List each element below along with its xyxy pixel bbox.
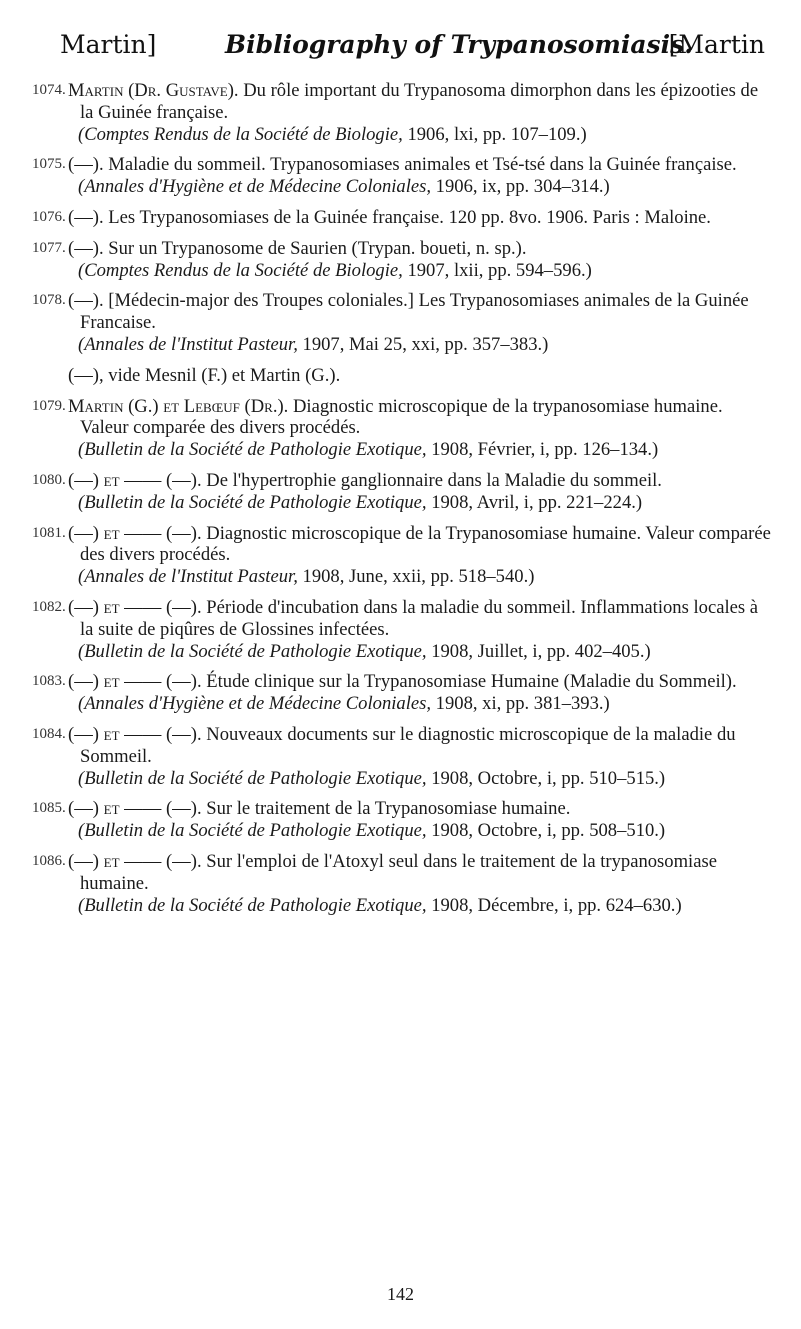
entry-reference: 1908, Octobre, i, pp. 508–510.) <box>431 820 666 842</box>
entry-number: 1083. <box>32 673 66 690</box>
entry-citation <box>68 693 772 715</box>
entry-author: (—). <box>68 206 104 228</box>
entry-title: Diagnostic microscopique de la Trypanosomiase humaine. Valeur comparée des divers procédés. <box>80 522 771 566</box>
entry-citation <box>68 641 772 663</box>
entry-journal: (Bulletin de la Société de Pathologie Exotique, <box>78 491 427 513</box>
entry-author: (—) et —— (—). <box>68 723 202 745</box>
entry-author: (—), <box>68 364 104 386</box>
entry-reference: 1908, Avril, i, pp. 221–224.) <box>431 491 643 513</box>
entry-author: (—) et —— (—). <box>68 798 202 820</box>
entry-journal: (Bulletin de la Société de Pathologie Exotique, <box>78 640 427 662</box>
entry-citation <box>68 492 772 514</box>
entry-citation <box>68 566 772 588</box>
entry-reference: 1908, Octobre, i, pp. 510–515.) <box>431 767 666 789</box>
bibliography-entry <box>32 470 772 514</box>
entry-reference: 1907, lxii, pp. 594–596.) <box>407 259 592 281</box>
bibliography-entry <box>32 597 772 662</box>
entry-author: (—) et —— (—). <box>68 671 202 693</box>
entry-author: Martin (G.) et Lebœuf (Dr.). <box>68 395 289 417</box>
entry-text <box>68 798 772 820</box>
running-header <box>60 30 765 70</box>
entry-journal: (Annales de l'Institut Pasteur, <box>78 333 298 355</box>
entry-journal: (Annales d'Hygiène et de Médecine Coloniales, <box>78 693 432 715</box>
entry-number: 1079. <box>32 397 66 414</box>
entry-text <box>68 207 772 229</box>
bibliography-entry <box>32 238 772 282</box>
entry-text <box>68 851 772 895</box>
entry-text <box>68 365 772 387</box>
entry-journal: (Annales de l'Institut Pasteur, <box>78 566 298 588</box>
entry-number: 1085. <box>32 800 66 817</box>
entry-number: 1082. <box>32 598 66 615</box>
entry-journal: (Bulletin de la Société de Pathologie Exotique, <box>78 820 427 842</box>
entry-text <box>68 671 772 693</box>
entry-reference: 1908, June, xxii, pp. 518–540.) <box>302 566 535 588</box>
entry-reference: 1908, Décembre, i, pp. 624–630.) <box>431 894 682 916</box>
bibliography-entry <box>32 80 772 145</box>
header-left: Martin] <box>60 30 157 59</box>
entry-title: vide Mesnil (F.) et Martin (G.). <box>108 364 341 386</box>
entry-title: Du rôle important du Trypanosoma dimorphon dans les épizooties de la Guinée française. <box>80 80 759 123</box>
entry-text <box>68 724 772 768</box>
entry-journal: (Comptes Rendus de la Société de Biologie, <box>78 123 403 145</box>
entry-reference: 1906, ix, pp. 304–314.) <box>435 176 610 198</box>
bibliography-entry <box>32 798 772 842</box>
entry-reference: 1907, Mai 25, xxi, pp. 357–383.) <box>302 333 549 355</box>
entry-title: Diagnostic microscopique de la trypanosomiase humaine. Valeur comparée des divers procédés. <box>80 395 723 439</box>
entry-citation <box>68 820 772 842</box>
entry-text <box>68 470 772 492</box>
entry-text <box>68 396 772 440</box>
entry-text <box>68 80 772 124</box>
entry-citation <box>68 176 772 198</box>
bibliography-entry <box>32 207 772 229</box>
entry-number: 1081. <box>32 524 66 541</box>
entry-author: (—) et —— (—). <box>68 522 202 544</box>
bibliography-entry <box>32 290 772 355</box>
entry-citation <box>68 124 772 146</box>
entry-title: Les Trypanosomiases de la Guinée française. 120 pp. 8vo. 1906. Paris : Maloine. <box>108 206 711 228</box>
entry-journal: (Bulletin de la Société de Pathologie Exotique, <box>78 894 427 916</box>
entry-title: Étude clinique sur la Trypanosomiase Humaine (Maladie du Sommeil). <box>206 671 737 693</box>
entry-number: 1084. <box>32 725 66 742</box>
bibliography-entry <box>32 154 772 198</box>
entry-number: 1080. <box>32 471 66 488</box>
entry-number: 1076. <box>32 208 66 225</box>
entry-citation <box>68 260 772 282</box>
entry-journal: (Comptes Rendus de la Société de Biologie, <box>78 259 403 281</box>
entry-title: De l'hypertrophie ganglionnaire dans la Maladie du sommeil. <box>206 469 662 491</box>
entry-citation <box>68 768 772 790</box>
entry-author: (—). <box>68 237 104 259</box>
entry-reference: 1908, Juillet, i, pp. 402–405.) <box>431 640 651 662</box>
entry-author: (—). <box>68 154 104 176</box>
entry-title: Sur l'emploi de l'Atoxyl seul dans le traitement de la trypanosomiase humaine. <box>80 850 717 894</box>
entry-title: Maladie du sommeil. Trypanosomiases animales et Tsé-tsé dans la Guinée française. <box>108 154 737 176</box>
entry-author: (—) et —— (—). <box>68 850 202 872</box>
bibliography-entry <box>32 671 772 715</box>
entry-text <box>68 154 772 176</box>
entry-citation <box>68 895 772 917</box>
entry-journal: (Bulletin de la Société de Pathologie Exotique, <box>78 767 427 789</box>
entry-journal: (Bulletin de la Société de Pathologie Exotique, <box>78 439 427 461</box>
entry-number: 1078. <box>32 292 66 309</box>
entry-text <box>68 523 772 567</box>
entry-number: 1075. <box>32 156 66 173</box>
entry-number: 1074. <box>32 82 66 98</box>
header-title: Bibliography of Trypanosomiasis. <box>225 30 693 59</box>
bibliography-entry <box>32 365 772 387</box>
entry-text <box>68 597 772 641</box>
entry-number: 1086. <box>32 852 66 869</box>
bibliography-entry <box>32 851 772 916</box>
entry-title: Sur le traitement de la Trypanosomiase humaine. <box>206 798 571 820</box>
bibliography-entry <box>32 523 772 588</box>
entry-author: (—) et —— (—). <box>68 596 202 618</box>
entry-text <box>68 290 772 334</box>
bibliography-entry <box>32 396 772 461</box>
bibliography-entry <box>32 724 772 789</box>
page-number: 142 <box>387 1284 414 1304</box>
entry-title: Nouveaux documents sur le diagnostic microscopique de la maladie du Sommeil. <box>80 723 736 767</box>
entry-number: 1077. <box>32 239 66 256</box>
entry-citation <box>68 439 772 461</box>
entry-text <box>68 238 772 260</box>
entry-author: (—). <box>68 290 104 312</box>
header-right: [Martin <box>668 30 765 59</box>
entry-list <box>32 80 772 925</box>
entry-journal: (Annales d'Hygiène et de Médecine Coloniales, <box>78 176 432 198</box>
entry-citation <box>68 334 772 356</box>
entry-author: (—) et —— (—). <box>68 469 202 491</box>
entry-reference: 1908, Février, i, pp. 126–134.) <box>431 439 659 461</box>
entry-reference: 1908, xi, pp. 381–393.) <box>435 693 610 715</box>
entry-title: Période d'incubation dans la maladie du sommeil. Inflammations locales à la suite de piqûres de Glossines infectées. <box>80 596 759 640</box>
entry-author: Martin (Dr. Gustave). <box>68 80 239 101</box>
entry-reference: 1906, lxi, pp. 107–109.) <box>407 123 587 145</box>
entry-title: Sur un Trypanosome de Saurien (Trypan. boueti, n. sp.). <box>108 237 527 259</box>
entry-title: [Médecin-major des Troupes coloniales.] Les Trypanosomiases animales de la Guinée Francaise. <box>80 290 749 334</box>
